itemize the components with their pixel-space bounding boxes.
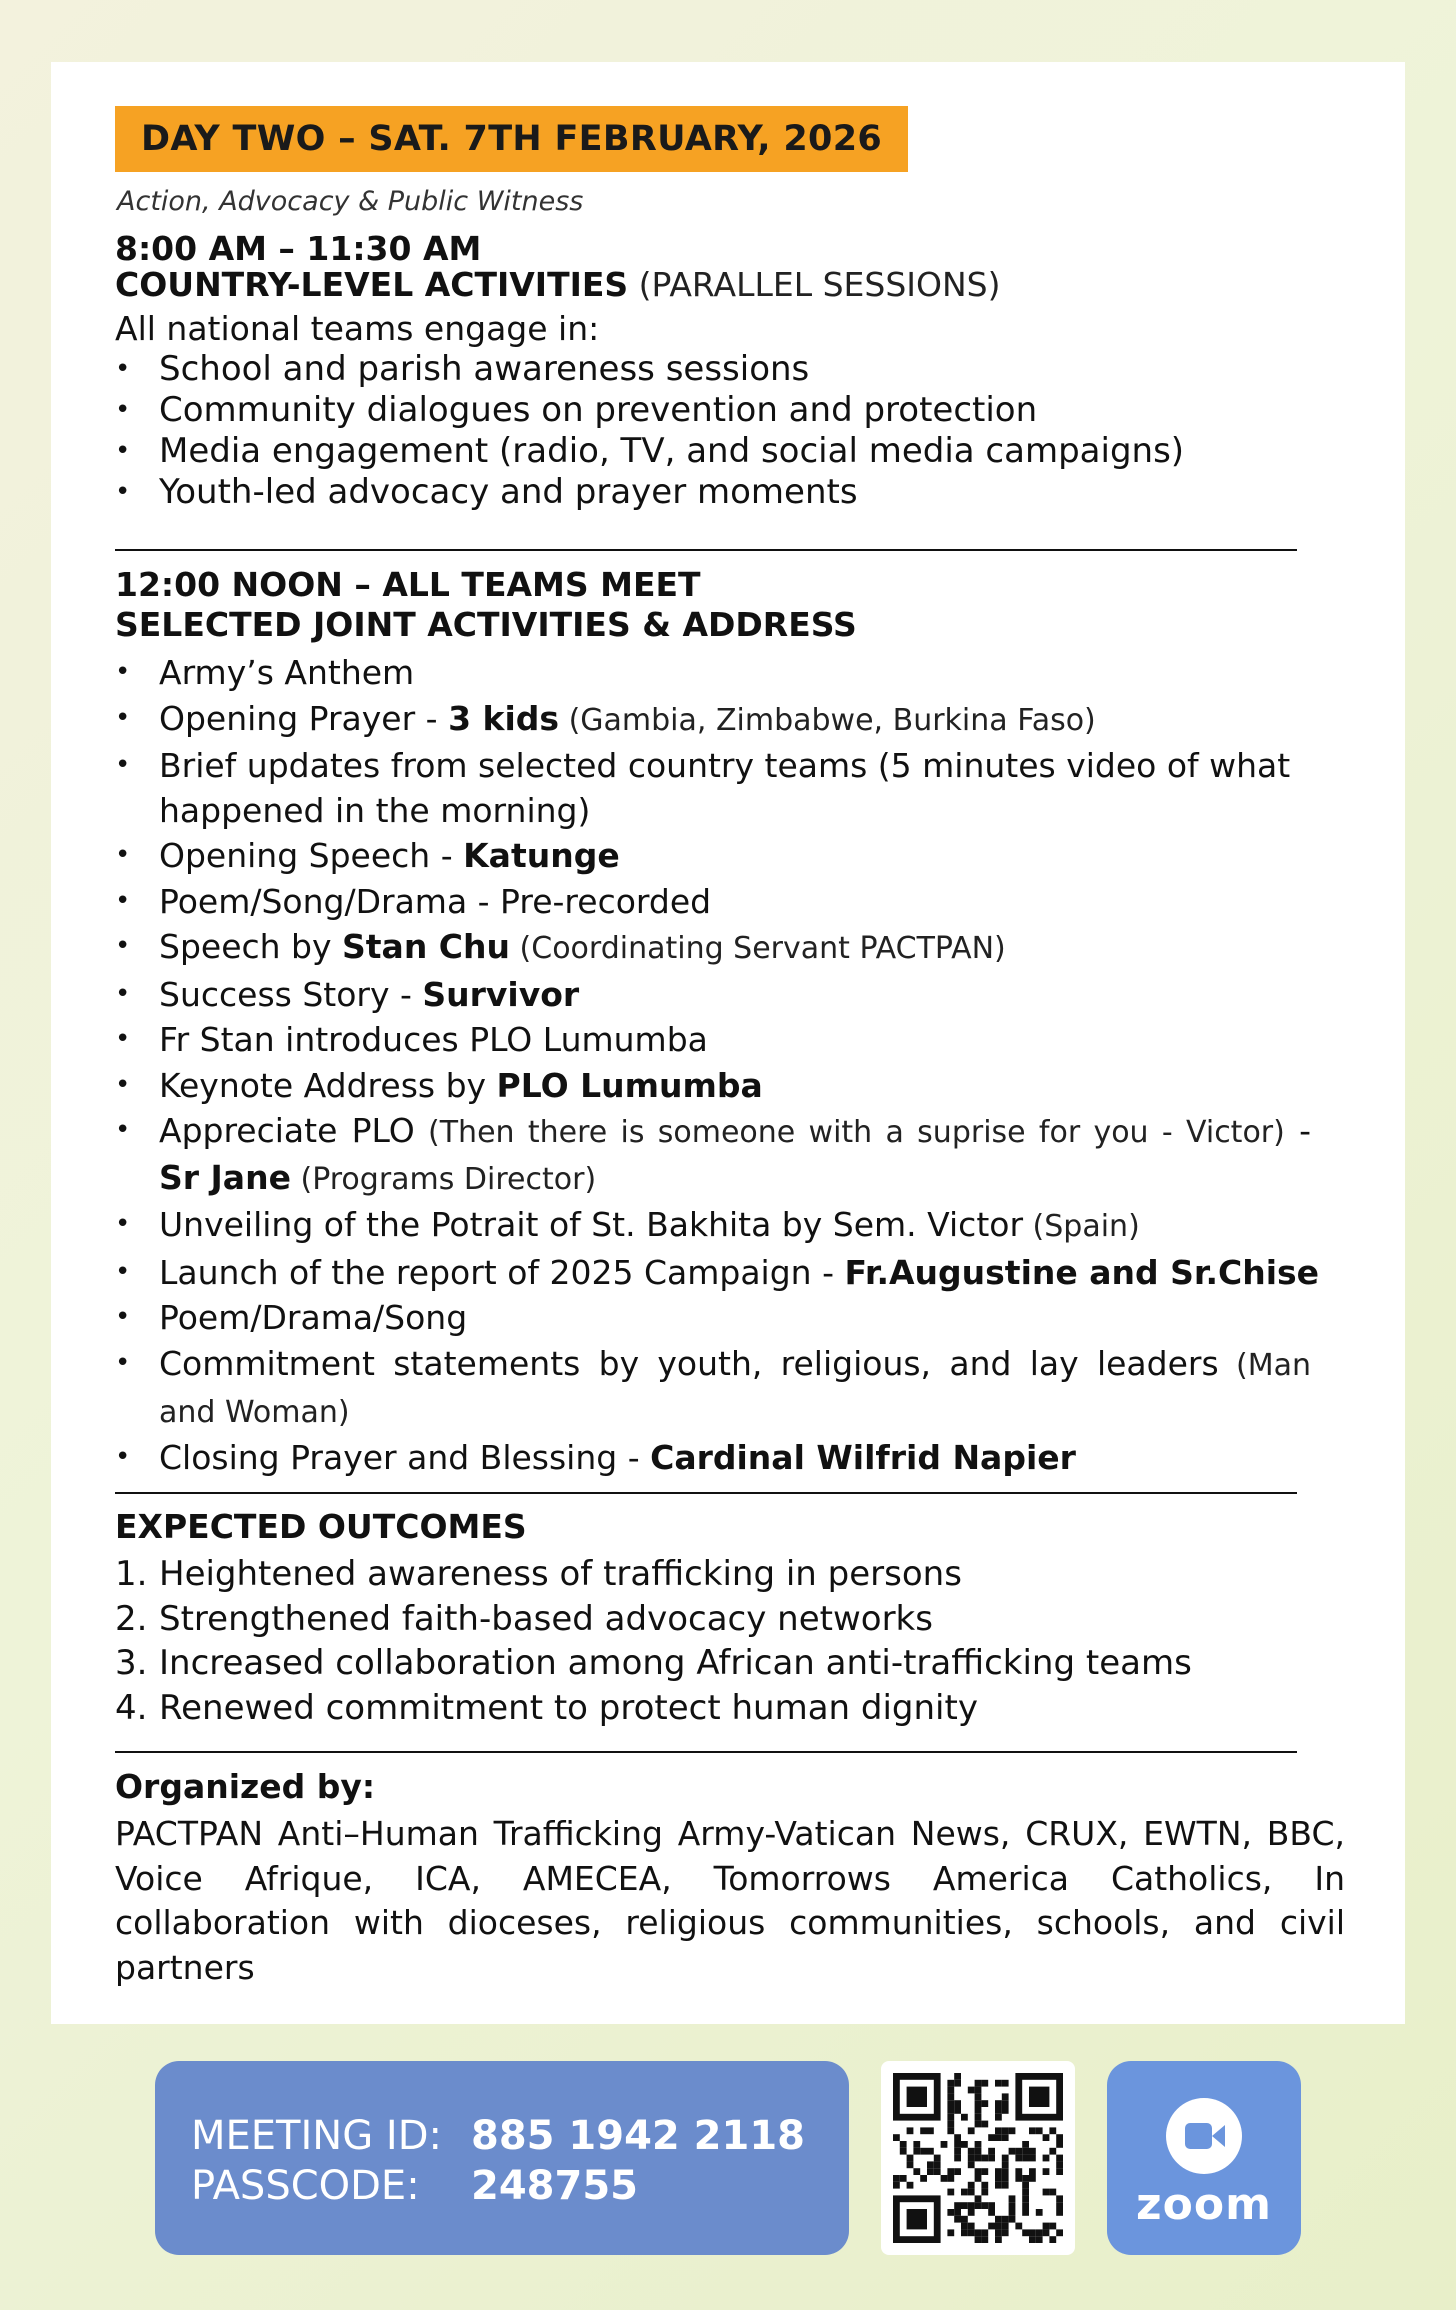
program-item: • Success Story - Survivor: [115, 972, 1311, 1018]
passcode-value[interactable]: 248755: [471, 2163, 638, 2209]
program-item: • Commitment statements by youth, religious, and lay leaders (Man and Woman): [115, 1341, 1311, 1435]
outcomes-list: [115, 1552, 1375, 1730]
program-item: • Opening Speech - Katunge: [115, 833, 1311, 879]
divider: [115, 549, 1297, 551]
program-item: • Closing Prayer and Blessing - Cardinal Wilfrid Napier: [115, 1435, 1311, 1481]
subtitle: Action, Advocacy & Public Witness: [117, 186, 584, 217]
meeting-id-row: [191, 2113, 806, 2159]
program-item: • Opening Prayer - 3 kids (Gambia, Zimbabwe, Burkina Faso): [115, 696, 1311, 744]
program-item: • Keynote Address by PLO Lumumba: [115, 1063, 1311, 1109]
expected-outcomes: [115, 1508, 1375, 1730]
session1-title-light: (PARALLEL SESSIONS): [628, 265, 1001, 304]
program-item: • Poem/Song/Drama - Pre-recorded: [115, 879, 1311, 925]
session1-title: [115, 266, 1375, 304]
divider: [115, 1492, 1297, 1494]
outcomes-title: EXPECTED OUTCOMES: [115, 1507, 527, 1546]
list-item: 1. Heightened awareness of trafficking in persons: [115, 1554, 962, 1594]
qr-code-graphic: [881, 2061, 1075, 2255]
divider: [115, 1751, 1297, 1753]
list-item: • Media engagement (radio, TV, and social media campaigns): [115, 431, 1375, 472]
program-item: • Poem/Drama/Song: [115, 1295, 1311, 1341]
list-item: • Youth-led advocacy and prayer moments: [115, 472, 1375, 513]
passcode-label: PASSCODE:: [191, 2163, 420, 2209]
passcode-row: [191, 2163, 638, 2209]
list-item: • School and parish awareness sessions: [115, 349, 1375, 390]
session1-list: [115, 349, 1375, 513]
program-item: • Unveiling of the Potrait of St. Bakhita by Sem. Victor (Spain): [115, 1202, 1311, 1250]
program-list: [115, 650, 1320, 1480]
session2-title: SELECTED JOINT ACTIVITIES & ADDRESS: [115, 605, 857, 644]
program-item: • Brief updates from selected country teams (5 minutes video of what happened in the morning): [115, 743, 1311, 833]
session-joint-activities: [115, 566, 1375, 1480]
organized-by: [115, 1768, 1345, 1990]
list-item: 4. Renewed commitment to protect human dignity: [115, 1687, 978, 1728]
program-item: • Appreciate PLO (Then there is someone with a suprise for you - Victor) - Sr Jane (Programs Director): [115, 1108, 1311, 1202]
meeting-info-box: [155, 2061, 849, 2255]
session1-time: 8:00 AM – 11:30 AM: [115, 229, 482, 268]
program-item: • Fr Stan introduces PLO Lumumba: [115, 1017, 1311, 1063]
day-banner: DAY TWO – SAT. 7TH FEBRUARY, 2026: [115, 106, 908, 172]
program-item: • Army’s Anthem: [115, 650, 1311, 696]
session1-title-bold: COUNTRY-LEVEL ACTIVITIES: [115, 265, 629, 304]
organized-title: Organized by:: [115, 1767, 376, 1806]
list-item: • Community dialogues on prevention and protection: [115, 390, 1375, 431]
session2-time: 12:00 NOON – ALL TEAMS MEET: [115, 565, 701, 604]
meeting-id-value[interactable]: 885 1942 2118: [471, 2113, 806, 2159]
list-item: 2. Strengthened faith-based advocacy networks: [115, 1598, 933, 1639]
program-item: • Speech by Stan Chu (Coordinating Servant PACTPAN): [115, 924, 1311, 972]
meeting-id-label: MEETING ID:: [191, 2113, 442, 2159]
zoom-wordmark: zoom: [1136, 2179, 1272, 2230]
organized-text: PACTPAN Anti–Human Trafficking Army-Vatican News, CRUX, EWTN, BBC, Voice Afrique, ICA, AMECEA, Tomorrows America Catholics, In collaboration with dioceses, religious communities, schools, and civil partners: [115, 1814, 1345, 1987]
qr-code-icon[interactable]: [881, 2061, 1075, 2255]
zoom-logo[interactable]: [1107, 2061, 1301, 2255]
agenda-card: [51, 62, 1405, 2024]
list-item: 3. Increased collaboration among African anti-trafficking teams: [115, 1643, 1192, 1683]
session-country-level: [115, 230, 1375, 513]
session1-intro: All national teams engage in:: [115, 309, 600, 348]
program-item: • Launch of the report of 2025 Campaign - Fr.Augustine and Sr.Chise: [115, 1250, 1311, 1296]
